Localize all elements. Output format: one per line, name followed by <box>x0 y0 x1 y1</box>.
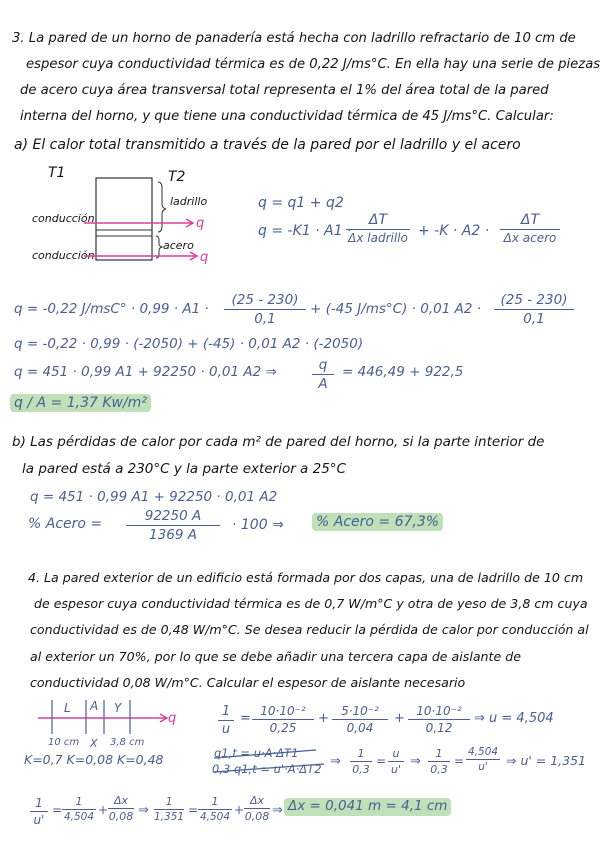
diagram-t1-label: T1 <box>48 165 66 181</box>
e2-fraction-1: $\frac{1}{0,3}$ <box>350 747 372 776</box>
e1-equals: = <box>240 711 251 726</box>
diagram-conduccion-label-2: conducción <box>32 249 95 262</box>
e3-fraction-u-2: $\frac{1}{4,504}$ <box>199 796 231 823</box>
e1-fraction-ladrillo: $\frac{\text{10·10⁻²}}{0,25}$ <box>252 704 314 735</box>
p3-statement-line3: de acero cuya área transversal total representa el 1% del área total de la pared <box>20 83 549 98</box>
p4-layer-label-a: A <box>90 699 99 713</box>
substitution-line2: q = -0,22 · 0,99 · (-2050) + (-45) · 0,01 A2 · (-2050) <box>14 336 364 352</box>
b-percent-acero-left: % Acero = <box>28 516 103 532</box>
substitution-fraction-1: $\frac{(25 - 230)}{0,1}$ <box>224 292 306 327</box>
eq-conduction-left: q = -K1 · A1 · <box>258 223 352 239</box>
diagram-q-label-1: q <box>196 216 205 231</box>
e3-arrow-2: ⇒ <box>272 803 283 818</box>
e2-crossed-bottom: 0,3 q1,t = u'·A·ΔT2 <box>212 762 322 776</box>
e3-arrow-1: ⇒ <box>138 803 149 818</box>
e2-fraction-2: $\frac{u}{u'}$ <box>388 747 404 776</box>
e1-fraction-yeso: $\frac{\text{10·10⁻²}}{0,12}$ <box>408 704 470 735</box>
e3-fraction-dx: $\frac{\Delta x}{0,08}$ <box>108 794 134 823</box>
substitution-q-over-a: $\frac{q}{A}$ <box>312 357 334 392</box>
eq-conduction-mid: + -K · A2 · <box>418 223 490 239</box>
e3-plus-2: + <box>234 803 245 817</box>
wall-block <box>96 178 152 260</box>
e1-plus-2: + <box>394 711 405 726</box>
diagram-t2-label: T2 <box>168 169 186 185</box>
result-a-highlight: q / A = 1,37 Kw/m² <box>10 394 151 412</box>
p4-layer-label-y: Y <box>114 701 122 715</box>
brace-acero <box>156 236 162 258</box>
diagram-ladrillo-label: ladrillo <box>170 195 208 208</box>
result-b-highlight: % Acero = 67,3% <box>312 513 443 531</box>
e3-fraction-dx-2: $\frac{\Delta x}{0,08}$ <box>244 794 270 823</box>
brace-ladrillo <box>158 182 166 232</box>
e2-fraction-3: $\frac{1}{0,3}$ <box>428 747 450 776</box>
p3-statement-line2: espesor cuya conductividad térmica es de 0,22 J/ms°C. En ella hay una serie de piezas <box>26 57 600 72</box>
p4-statement-line5: conductividad 0,08 W/m°C. Calcular el espesor de aislante necesario <box>30 675 466 690</box>
e2-fraction-4: $\frac{4,504}{u'}$ <box>468 746 499 773</box>
e2-equals-1: = <box>376 754 387 768</box>
e1-lhs: $\frac{1}{u}$ <box>218 704 234 737</box>
e1-fraction-aislante: $\frac{\text{5·10⁻²}}{0,04}$ <box>332 704 388 735</box>
p3-statement-line1: 3. La pared de un horno de panadería está hecha con ladrillo refractario de 10 cm de <box>12 31 576 46</box>
b-equation: q = 451 · 0,99 A1 + 92250 · 0,01 A2 <box>30 489 278 505</box>
eq-q-sum: q = q1 + q2 <box>258 195 344 211</box>
e2-crossed-top: q1,t = u·A·ΔT1 <box>214 746 299 760</box>
diagram-q-label-2: q <box>200 250 209 265</box>
eq-fraction-acero: ΔT Δx acero <box>500 212 560 245</box>
b-percent-mid: · 100 ⇒ <box>232 517 284 533</box>
e3-lhs: $\frac{1}{u'}$ <box>30 796 48 827</box>
p3-statement-line4: interna del horno, y que tiene una conductividad térmica de 45 J/ms°C. Calcular: <box>20 109 554 124</box>
e1-result: ⇒ u = 4,504 <box>474 711 554 726</box>
substitution-line3-right: = 446,49 + 922,5 <box>342 364 464 380</box>
p4-statement-line1: 4. La pared exterior de un edificio está formada por dos capas, una de ladrillo de 10 cm <box>28 570 584 585</box>
p4-statement-line2: de espesor cuya conductividad térmica es de 0,7 W/m°C y otra de yeso de 3,8 cm cuya <box>34 596 588 611</box>
e2-equals-2: = <box>454 754 465 768</box>
e3-equals-2: = <box>188 803 199 817</box>
p4-statement-line3: conductividad es de 0,48 W/m°C. Se desea reducir la pérdida de calor por conducción al <box>30 622 589 637</box>
p4-dim-x: X <box>90 737 98 750</box>
p3-question-b-line2: la pared está a 230°C y la parte exterior a 25°C <box>22 461 346 477</box>
e2-arrow-2: ⇒ <box>410 754 421 769</box>
e2-arrow-1: ⇒ <box>330 754 341 769</box>
b-percent-fraction: $\frac{92250 A}{1369 A}$ <box>126 508 220 543</box>
e3-equals-1: = <box>52 803 63 817</box>
eq-fraction-ladrillo: ΔT Δx ladrillo <box>346 212 410 245</box>
substitution-line3-left: q = 451 · 0,99 A1 + 92250 · 0,01 A2 ⇒ <box>14 364 277 380</box>
e3-fraction-uprime: $\frac{1}{1,351}$ <box>154 796 185 823</box>
p3-question-b-line1: b) Las pérdidas de calor por cada m² de pared del horno, si la parte interior de <box>12 434 545 450</box>
p4-layer-label-l: L <box>64 701 71 715</box>
substitution-line1-left: q = -0,22 J/msC° · 0,99 · A1 · <box>14 301 209 317</box>
result-p4-highlight: Δx = 0,041 m = 4,1 cm <box>284 798 451 816</box>
p3-question-a: a) El calor total transmitido a través de la pared por el ladrillo y el acero <box>14 137 521 153</box>
p4-statement-line4: al exterior un 70%, por lo que se debe añadir una tercera capa de aislante de <box>30 649 521 664</box>
e3-fraction-u: $\frac{1}{4,504}$ <box>63 796 95 823</box>
p4-conductivities: K=0,7 K=0,08 K=0,48 <box>24 752 164 767</box>
p4-q-label: q <box>168 711 177 726</box>
e3-plus-1: + <box>98 803 109 817</box>
p4-dim-yeso: 3,8 cm <box>110 737 145 748</box>
e2-result: ⇒ u' = 1,351 <box>506 753 587 768</box>
substitution-fraction-2: $\frac{(25 - 230)}{0,1}$ <box>494 292 574 327</box>
diagram-conduccion-label-1: conducción <box>32 212 95 225</box>
diagram-acero-label: acero <box>163 239 194 252</box>
e1-plus-1: + <box>318 711 329 726</box>
p4-dim-ladrillo: 10 cm <box>48 737 80 748</box>
substitution-line1-mid: + (-45 J/ms°C) · 0,01 A2 · <box>310 301 481 317</box>
